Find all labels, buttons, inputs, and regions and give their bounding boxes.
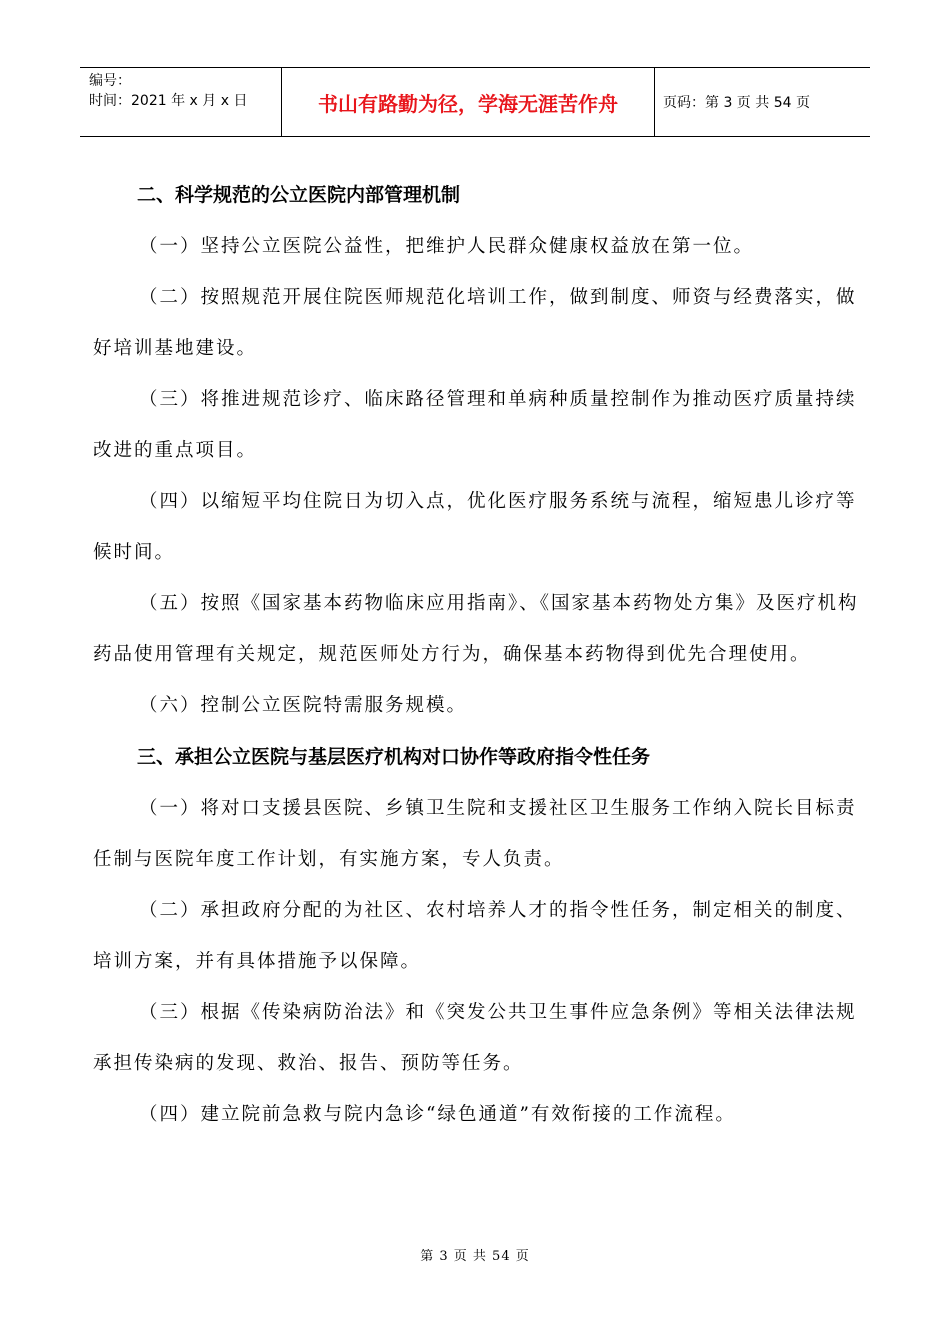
- page-footer: 第 3 页 共 54 页: [420, 1249, 530, 1264]
- section-heading: 二、科学规范的公立医院内部管理机制: [137, 184, 461, 206]
- header-meta-cell: [80, 68, 282, 136]
- paragraph: （一）将对口支援县医院、乡镇卫生院和支援社区卫生服务工作纳入院长目标责任制与医院年度工作计划，有实施方案，专人负责。: [93, 798, 857, 870]
- paragraph: （二）按照规范开展住院医师规范化培训工作，做到制度、师资与经费落实，做好培训基地建设。: [93, 287, 857, 359]
- section-2: [93, 169, 863, 731]
- document-body: [93, 169, 863, 1140]
- paragraph: （一）坚持公立医院公益性，把维护人民群众健康权益放在第一位。: [139, 236, 755, 257]
- paragraph: （四）建立院前急救与院内急诊“绿色通道”有效衔接的工作流程。: [139, 1104, 736, 1125]
- document-header: [80, 67, 870, 137]
- section-3: [93, 731, 863, 1140]
- motto-text: 书山有路勤为径，学海无涯苦作舟: [318, 91, 618, 116]
- paragraph: （五）按照《国家基本药物临床应用指南》、《国家基本药物处方集》及医疗机构药品使用管理有关规定，规范医师处方行为，确保基本药物得到优先合理使用。: [93, 593, 859, 665]
- paragraph: （六）控制公立医院特需服务规模。: [139, 695, 468, 716]
- page-info: 页码：第 3 页 共 54 页: [663, 95, 810, 111]
- paragraph: （四）以缩短平均住院日为切入点，优化医疗服务系统与流程，缩短患儿诊疗等候时间。: [93, 491, 857, 563]
- section-heading: 三、承担公立医院与基层医疗机构对口协作等政府指令性任务: [137, 746, 651, 768]
- paragraph: （二）承担政府分配的为社区、农村培养人才的指令性任务，制定相关的制度、培训方案，并有具体措施予以保障。: [93, 900, 857, 972]
- header-page-cell: [655, 68, 870, 136]
- header-motto-cell: [282, 68, 655, 136]
- number-label: 编号：: [89, 73, 131, 89]
- paragraph: （三）根据《传染病防治法》和《突发公共卫生事件应急条例》等相关法律法规承担传染病的发现、救治、报告、预防等任务。: [93, 1002, 857, 1074]
- paragraph: （三）将推进规范诊疗、临床路径管理和单病种质量控制作为推动医疗质量持续改进的重点项目。: [93, 389, 857, 461]
- date-label: 时间：2021 年 x 月 x 日: [89, 93, 248, 109]
